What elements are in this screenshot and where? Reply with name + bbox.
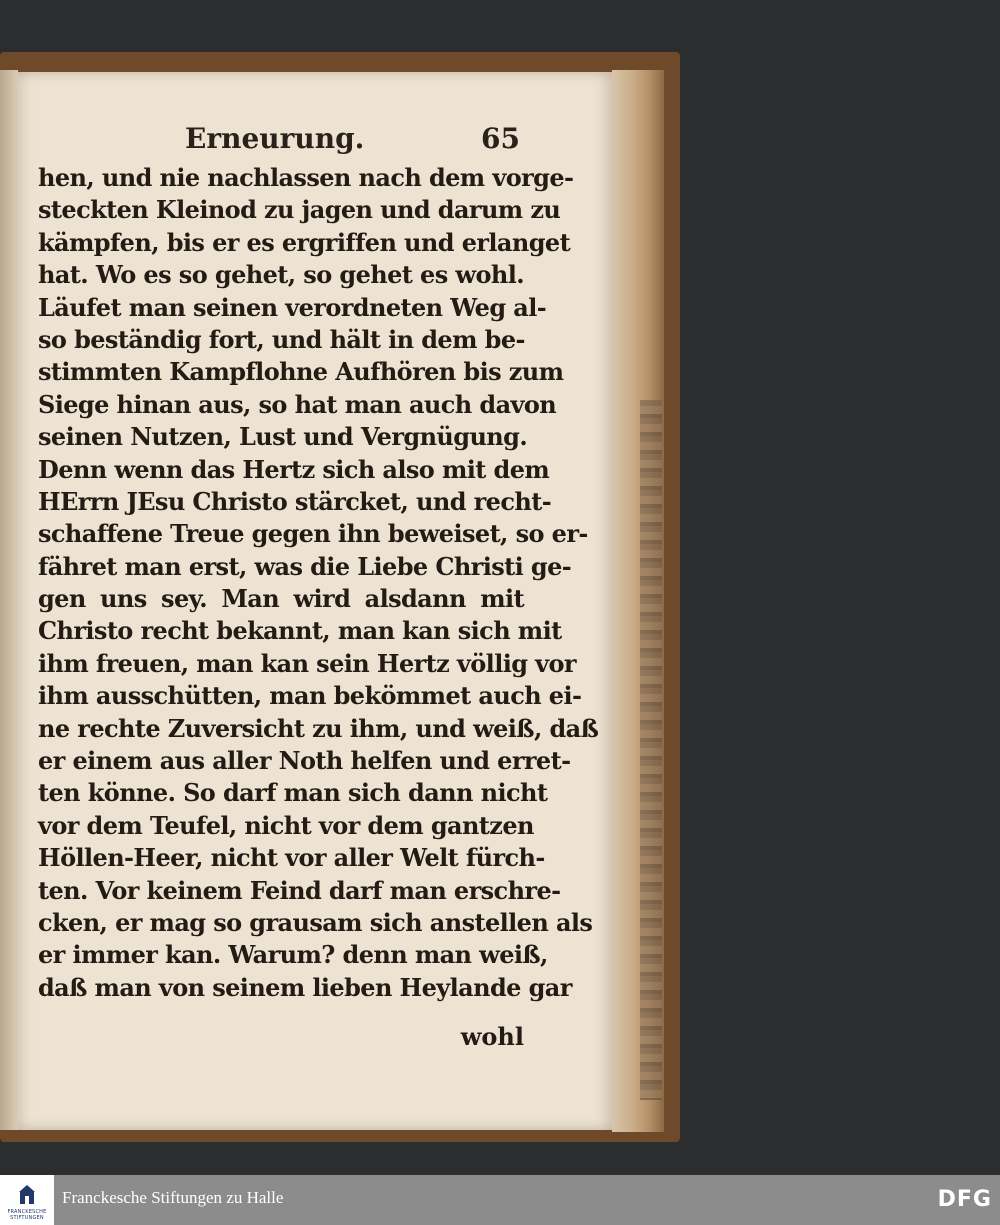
text-line: ne rechte Zuversicht zu ihm, und weiß, daß (38, 713, 599, 743)
text-line: Läufet man seinen verordneten Weg al- (38, 292, 547, 322)
text-line: stimmten Kampflohne Aufhören bis zum (38, 357, 564, 387)
text-line: hen, und nie nachlassen nach dem vorge- (38, 163, 574, 192)
logo-caption: FRANCKESCHE STIFTUNGEN (7, 1209, 47, 1221)
institution-name[interactable]: Franckesche Stiftungen zu Halle (62, 1188, 284, 1207)
running-head-title: Erneurung. (185, 122, 365, 155)
text-line: gen uns sey. Man wird alsdann mit (38, 584, 524, 614)
text-line: ihm freuen, man kan sein Hertz völlig vor (38, 648, 576, 678)
text-line: er immer kan. Warum? denn man weiß, (38, 940, 548, 970)
text-line: Denn wenn das Hertz sich also mit dem (38, 454, 550, 484)
text-line: Höllen-Heer, nicht vor aller Welt fürch- (38, 843, 545, 873)
dfg-logo[interactable]: DFG (937, 1187, 992, 1212)
text-line: so beständig fort, und hält in dem be- (38, 324, 525, 354)
text-line: daß man von seinem lieben Heylande gar (38, 972, 572, 1002)
text-line: vor dem Teufel, nicht vor dem gantzen (38, 810, 534, 840)
text-line: ten. Vor keinem Feind darf man erschre- (38, 875, 561, 905)
text-line: Siege hinan aus, so hat man auch davon (38, 389, 557, 419)
running-head (40, 122, 520, 162)
text-line: er einem aus aller Noth helfen und erret- (38, 746, 571, 776)
text-line: seinen Nutzen, Lust und Vergnügung. (38, 422, 528, 452)
text-line: cken, er mag so grausam sich anstellen als (38, 907, 593, 937)
text-line: ten könne. So darf man sich dann nicht (38, 778, 548, 808)
footer-bar (0, 1175, 1000, 1225)
text-line: fähret man erst, was die Liebe Christi ge- (38, 551, 572, 581)
institution-logo[interactable] (0, 1175, 54, 1225)
text-line: steckten Kleinod zu jagen und darum zu (38, 195, 561, 225)
page-number: 65 (481, 122, 520, 155)
text-line: Christo recht bekannt, man kan sich mit (38, 616, 562, 646)
text-line: hat. Wo es so gehet, so gehet es wohl. (38, 260, 524, 290)
fore-edge-stain (640, 400, 662, 1100)
body-text (38, 162, 599, 1004)
text-line: kämpfen, bis er es ergriffen und erlanget (38, 227, 571, 257)
catchword: wohl (460, 1022, 524, 1051)
left-page-edge (0, 70, 18, 1130)
francke-foundation-logo-icon (17, 1183, 37, 1205)
text-line: ihm ausschütten, man bekömmet auch ei- (38, 681, 582, 711)
text-line: schaffene Treue gegen ihn beweiset, so er- (38, 519, 588, 549)
text-line: HErrn JEsu Christo stärcket, und recht- (38, 486, 552, 516)
